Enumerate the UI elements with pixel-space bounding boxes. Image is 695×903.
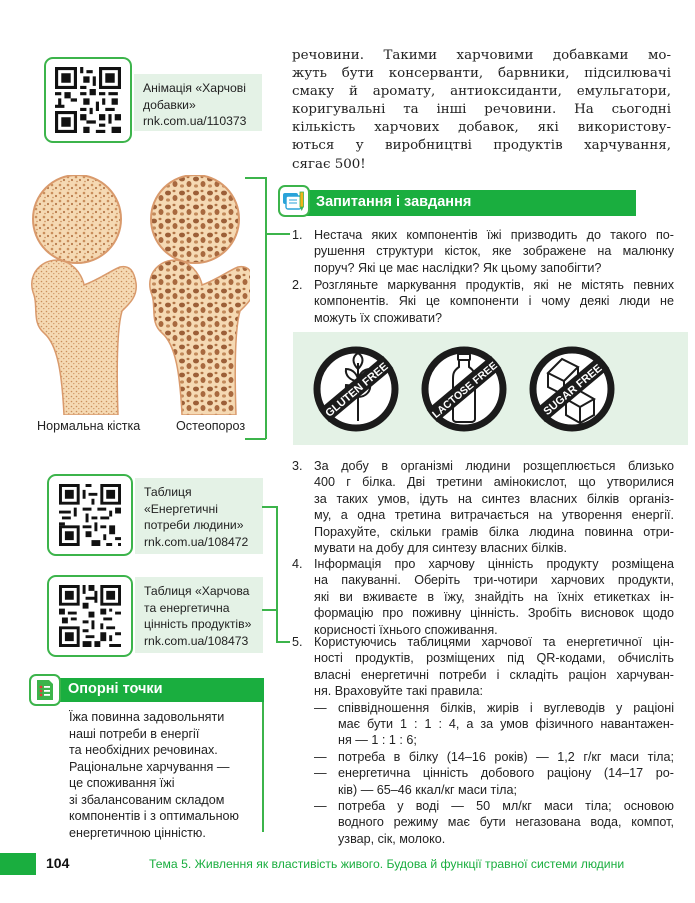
summary-text <box>69 709 259 841</box>
bracket-line <box>265 177 267 439</box>
question-line: За добу в організмі людини розщеплюється близько <box>314 459 674 473</box>
badge-lactose-free <box>420 345 508 433</box>
summary-line: зі збалансованим складом <box>69 792 225 807</box>
question-item-2 <box>292 277 674 327</box>
rule-item <box>314 749 674 765</box>
bracket-line <box>276 506 278 642</box>
qr-link[interactable]: rnk.com.ua/110373 <box>143 114 247 128</box>
qr-caption-line: Таблиця <box>144 485 192 499</box>
summary-side-rule <box>262 702 264 832</box>
question-line: корисності їхнього споживання. <box>314 622 498 637</box>
qr-caption-line: добавки» <box>143 97 196 112</box>
paragraph-line: кількість харчових добавок, які використову- <box>292 120 671 136</box>
question-line: рушення структури кісток, яке зображене на малюнку <box>314 244 674 259</box>
question-item-3 <box>292 458 674 557</box>
qr-caption-line: «Енергетичні <box>144 501 218 516</box>
paragraph-line: смаку й аромату, антиоксиданти, емульгатори, <box>292 84 671 100</box>
qr-caption <box>135 577 263 653</box>
qr-code-frame[interactable] <box>44 57 132 143</box>
paragraph-line: ються у виробництві продуктів харчування, <box>292 138 671 154</box>
rule-line: енергетична цінність добового раціону (14–17 ро- <box>338 766 674 781</box>
rule-item <box>314 798 674 847</box>
question-line: Інформація про харчову цінність продукту розміщена <box>314 557 674 571</box>
rule-item <box>314 700 674 749</box>
qr-code-frame[interactable] <box>47 474 133 556</box>
rule-line: водного режиму має бути негазована вода, компот, <box>338 815 674 830</box>
checklist-icon <box>35 679 55 701</box>
question-number: 2. <box>292 278 303 292</box>
question-line: власні енергетичні потреби і складіть раціон харчуван- <box>314 667 674 682</box>
qr-caption <box>134 74 262 131</box>
bracket-line <box>245 438 266 440</box>
question-line: 400 г білка. Дві третини амінокислот, що утворилися <box>314 475 674 490</box>
question-line: му, а одна третина витрачається на утворення енергії. <box>314 508 674 523</box>
free-from-labels-panel <box>293 332 688 445</box>
badge-sugar-free <box>528 345 616 433</box>
qr-link[interactable]: rnk.com.ua/108473 <box>144 633 249 648</box>
qr-caption-line: Таблиця «Харчова <box>144 584 250 598</box>
question-line: на пакуванні. Оберіть три-чотири харчових продукти, <box>314 573 674 588</box>
summary-line: компонентів і з оптимальною <box>69 809 239 823</box>
badge-label: GLUTEN FREE <box>323 360 391 420</box>
rule-line: співвідношення білків, жирів і вуглеводів у раціоні <box>338 700 674 715</box>
question-number: 5. <box>292 635 303 649</box>
summary-icon-frame <box>29 674 61 706</box>
page-number: 104 <box>46 855 70 871</box>
rule-line: має бути 1 : 1 : 4, а за умов фізичного навантажен- <box>338 717 674 732</box>
question-item-4 <box>292 556 674 638</box>
qr-code-icon <box>55 67 121 133</box>
qr-caption-line: Анімація «Харчові <box>143 81 246 95</box>
summary-line: наші потреби в енергії <box>69 726 200 741</box>
summary-section-header <box>50 678 264 702</box>
rule-line: потреба в білку (14–16 років) — 1,2 г/кг маси тіла; <box>338 749 674 764</box>
dash-bullet: — <box>314 749 327 764</box>
rule-line: потреба у воді — 50 мл/кг маси тіла; основою <box>338 799 674 814</box>
question-line: формацію про поживну цінність. Зробіть висновок щодо <box>314 606 674 621</box>
dash-bullet: — <box>314 799 327 814</box>
footer-accent-bar <box>0 853 36 875</box>
qr-caption <box>135 478 263 554</box>
question-item-5 <box>292 634 674 844</box>
question-line: мувати на добу для синтезу власних білків. <box>314 541 567 556</box>
question-line: можуть їх споживати? <box>314 310 443 325</box>
rule-line: узвар, сік, молоко. <box>338 831 446 846</box>
paragraph-line: речовини. Такими харчовими добавками мо- <box>292 48 671 63</box>
question-number: 3. <box>292 459 303 473</box>
badge-label: SUGAR FREE <box>541 362 605 418</box>
question-line: ня. Враховуйте такі правила: <box>314 684 484 699</box>
bone-figure <box>10 175 250 415</box>
bracket-line <box>245 177 266 179</box>
question-line: компонентів. Які це компоненти і чому деякі люди не <box>314 294 674 309</box>
summary-line: Раціональне харчування — <box>69 759 230 774</box>
caption-normal-bone: Нормальна кістка <box>37 419 141 433</box>
intro-paragraph <box>292 47 671 174</box>
connector-line <box>265 233 290 235</box>
qr-caption-line: та енергетична <box>144 600 230 615</box>
question-line: ності продуктів, розміщених під QR-кодами, обчисліть <box>314 651 674 666</box>
section-title: Запитання і завдання <box>316 194 472 210</box>
qr-link[interactable]: rnk.com.ua/108472 <box>144 534 249 549</box>
dash-bullet: — <box>314 766 327 781</box>
rule-line: ків) — 65–46 ккал/кг маси тіла; <box>338 782 517 797</box>
qr-code-icon <box>59 484 121 546</box>
question-line: Розгляньте маркування продуктів, які не містять певних <box>314 278 674 292</box>
paragraph-line: сягає 500! <box>292 156 366 172</box>
bracket-line <box>262 506 277 508</box>
question-line: поруч? Які це має наслідки? Як цьому запобігти? <box>314 260 602 275</box>
paragraph-line: жуть бути консерванти, барвники, підсилювачі <box>292 66 671 82</box>
qr-caption-line: потреби людини» <box>144 518 244 532</box>
question-line: Нестача яких компонентів їжі призводить до такого по- <box>314 228 674 242</box>
qr-code-frame[interactable] <box>47 575 133 657</box>
bracket-line <box>262 609 277 611</box>
summary-line: енергетичною цінністю. <box>69 825 206 840</box>
summary-line: це споживання їжі <box>69 776 175 790</box>
question-number: 4. <box>292 557 303 571</box>
paragraph-line: коригувальні та інші речовини. На сьогодні <box>292 102 671 118</box>
running-footer-topic: Тема 5. Живлення як властивість живого. Будова й функції травної системи людини <box>149 857 625 871</box>
questions-section-header <box>300 190 636 216</box>
question-number: 1. <box>292 228 303 242</box>
rule-line: ня — 1 : 1 : 6; <box>338 733 417 748</box>
dash-bullet: — <box>314 700 327 715</box>
qr-code-icon <box>59 585 121 647</box>
section-title: Опорні точки <box>68 681 163 697</box>
questions-icon-frame <box>278 185 310 217</box>
connector-line <box>276 641 290 643</box>
summary-line: та необхідних речовинах. <box>69 743 218 757</box>
question-line: за таких умов, ідуть на синтез власних білків організ- <box>314 491 674 506</box>
question-line: Користуючись таблицями харчової та енергетичної цін- <box>314 635 674 649</box>
badge-label: LACTOSE FREE <box>430 359 500 421</box>
caption-osteoporosis: Остеопороз <box>176 419 246 433</box>
question-line: Порахуйте, скільки грамів білка людина повинна отри- <box>314 524 674 539</box>
qr-caption-line: цінність продуктів» <box>144 617 252 631</box>
question-line: які ви вживаєте в їжу, знайдіть на їхніх етикетках ін- <box>314 589 674 604</box>
notebook-pencil-icon <box>282 190 306 212</box>
question-item-1 <box>292 227 674 277</box>
badge-gluten-free <box>312 345 400 433</box>
rule-item <box>314 765 674 798</box>
summary-line: Їжа повинна задовольняти <box>69 710 225 724</box>
bone-illustration <box>10 175 250 415</box>
